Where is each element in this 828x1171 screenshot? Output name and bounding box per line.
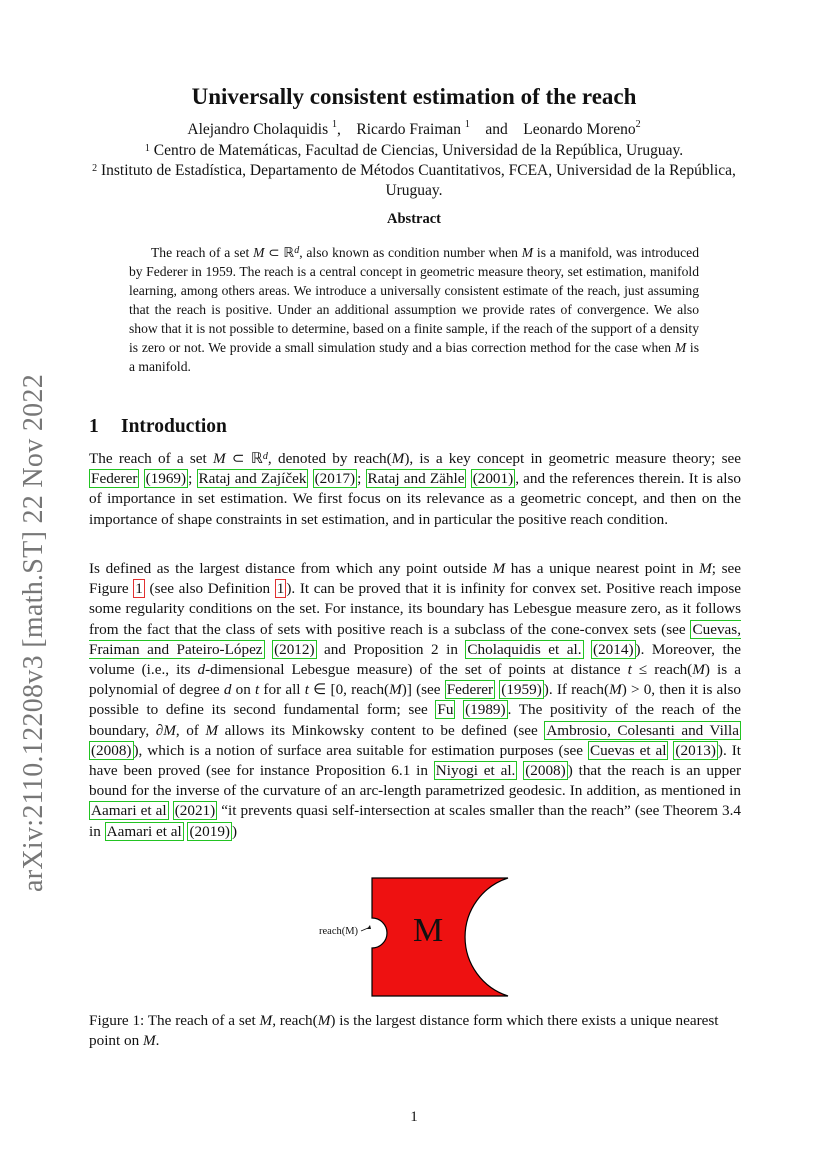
math-symbol: M (391, 450, 405, 467)
citation-link[interactable]: (2019) (189, 822, 230, 840)
citation-link[interactable]: (2014) (593, 640, 634, 658)
paragraph-text: ). Moreover, the volume (i.e., its (89, 640, 741, 679)
paragraph-text: ), is a key concept in geometric measure theory; see (404, 450, 741, 467)
paragraph-text: on (231, 681, 256, 699)
citation-link[interactable]: Rataj and Zähle (367, 470, 465, 488)
figure-caption (89, 1011, 741, 1051)
paragraph-text: ; (357, 470, 366, 488)
math-symbol: d (223, 681, 232, 699)
math-symbol: M (521, 245, 534, 260)
paragraph-text: has a unique nearest point in (505, 560, 700, 577)
paragraph-text: ). It can be proved that it is infinity for convex set. Positive reach impose some regularity conditions on the set. For instance, its boundary has Lebesgue measure zero, as it follows from the fact that the class of sets with positive reach is a subclass of the cone-convex sets (see (89, 580, 741, 638)
affiliation-mark: 2 (635, 119, 641, 130)
abstract-heading: Abstract (387, 211, 441, 227)
paragraph-text: “it prevents quasi self-intersection at scales smaller than the reach” (see Theorem 3.4 in (89, 802, 742, 840)
math-symbol: t (304, 681, 309, 699)
citation-link[interactable]: (1969) (145, 470, 187, 488)
paragraph-text: ) is a polynomial of degree (89, 661, 741, 699)
affiliation-mark: 1 (332, 119, 338, 130)
citation-link[interactable]: Federer (91, 470, 138, 488)
citation-link[interactable]: Niyogi et al. (435, 762, 516, 780)
set-m-label: M (413, 912, 444, 949)
paragraph-text: (see also Definition (144, 580, 275, 598)
math-symbol: ⊂ (264, 245, 284, 260)
affiliations (88, 141, 740, 201)
citation-link[interactable]: (2008) (525, 762, 566, 780)
paragraph-2 (89, 559, 741, 842)
paragraph-text: ), which is a notion of surface area suitable for estimation purposes (see (133, 741, 588, 759)
definition-reference-link[interactable]: 1 (276, 580, 285, 598)
abstract-body (129, 243, 699, 376)
caption-text: , reach( (272, 1012, 318, 1029)
math-symbol: d (294, 245, 300, 256)
paragraph-text: -dimensional Lebesgue measure) of the set of points at distance (205, 661, 628, 679)
paragraph-text: . The positivity of the reach of the boundary, ∂ (89, 701, 742, 739)
abstract-text: , also known as condition number when (299, 245, 522, 260)
abstract-text: is a manifold. (129, 340, 699, 374)
math-symbol: d (262, 451, 268, 462)
author-name: Leonardo Moreno (523, 121, 636, 138)
math-symbol: M (492, 560, 506, 577)
section-heading (89, 416, 227, 438)
figure-reference-link[interactable]: 1 (135, 580, 143, 598)
affiliation-mark: 1 (144, 143, 150, 154)
abstract-text: is a manifold, was introduced by Federer in 1959. The reach is a central concept in geometric measure theory, set estimation, manifold learning, among others areas. We introduce a universally consistent estimate of the reach, just assuming that the reach is positive. Under an additional assumption we provide rates of convergence. We also show that it is not possible to determine, based on a finite sample, if the reach of the support of a density is zero or not. We provide a small simulation study and a bias correction method for the case when (129, 245, 700, 355)
affiliation-mark: 1 (464, 119, 470, 130)
math-symbol: M (609, 681, 622, 699)
page-number: 1 (410, 1109, 418, 1125)
math-symbol: M (259, 1012, 273, 1029)
paragraph-text: ≤ reach( (631, 661, 693, 679)
citation-link[interactable]: (2021) (174, 802, 216, 820)
math-symbol: t (255, 681, 260, 699)
math-symbol: M (253, 245, 265, 260)
reach-label: reach(M) (319, 926, 359, 937)
math-symbol: M (143, 1032, 156, 1050)
math-symbol: M (674, 340, 687, 355)
paragraph-text: , of (175, 721, 206, 739)
paragraph-text: , denoted by reach( (267, 450, 392, 467)
affiliation-2 (88, 161, 740, 201)
affiliation-text: Centro de Matemáticas, Facultad de Ciencias, Universidad de la República, Uruguay. (153, 142, 684, 159)
paragraph-text: ) > 0, then it is also possible to define its second fundamental form; see (89, 681, 742, 719)
citation-link[interactable]: (2001) (472, 470, 514, 488)
reach-pointer-line (361, 928, 368, 931)
citation-link[interactable]: (1959) (501, 681, 542, 699)
citation-link[interactable]: Cholaquidis et al. (467, 640, 582, 658)
paragraph-text: for all (259, 681, 305, 699)
author-name: Ricardo Fraiman (356, 121, 462, 138)
math-symbol: M (699, 560, 712, 577)
paragraph-text: ). It have been proved (see for instance Proposition 6.1 in (89, 741, 742, 780)
paragraph-text: ) (231, 822, 238, 840)
abstract-text: The reach of a set (151, 245, 254, 260)
affiliation-1 (88, 141, 740, 161)
paragraph-text: )] (see (401, 681, 445, 699)
paragraph-text: Is defined as the largest distance from which any point outside (89, 560, 493, 577)
caption-text: Figure 1: The reach of a set (89, 1012, 260, 1029)
citation-link[interactable]: Ambrosio, Colesanti and Villa (546, 721, 739, 739)
math-symbol: t (627, 661, 632, 679)
reach-figure (310, 874, 525, 1002)
paper-title: Universally consistent estimation of the reach (191, 84, 637, 109)
citation-link[interactable]: (2013) (675, 741, 716, 759)
paragraph-text: ; (188, 470, 197, 488)
arxiv-identifier[interactable]: arXiv:2110.12208v3 [math.ST] 22 Nov 2022 (18, 373, 49, 892)
citation-link[interactable]: Cuevas et al (589, 741, 667, 759)
citation-link[interactable]: Federer (446, 681, 494, 699)
citation-link[interactable]: Aamari et al (106, 822, 182, 840)
author-conjunction: and (485, 121, 508, 138)
reach-arrow-icon (367, 925, 371, 929)
caption-text: . (155, 1032, 160, 1050)
paragraph-text: ). If reach( (543, 681, 610, 699)
caption-text: ) is the largest distance form which there exists a unique nearest point on (89, 1012, 719, 1050)
math-symbol: M (213, 450, 226, 467)
author-name: Alejandro Cholaquidis (187, 121, 329, 138)
math-symbol: ⊂ (225, 450, 251, 467)
citation-link[interactable]: Rataj and Zajíček (198, 470, 307, 488)
math-symbol: ℝ (283, 245, 295, 260)
paragraph-text: and Proposition 2 in (316, 640, 466, 658)
math-symbol: M (692, 661, 705, 679)
math-symbol: d (197, 661, 206, 679)
paragraph-text: ) that the reach is an upper bound for the inverse of the curvature of an arc-length parametrized geodesic. In addition, as mentioned in (89, 762, 742, 800)
math-symbol: M (205, 721, 219, 739)
author-list: Alejandro Cholaquidis $^1$, Ricardo Fraiman $^1$ and Leonardo Moreno$^2$ (187, 119, 641, 138)
citation-link[interactable]: (2008) (91, 741, 132, 759)
math-symbol: M (163, 721, 176, 739)
affiliation-text: Instituto de Estadística, Departamento de Métodos Cuantitativos, FCEA, Universidad de la República, Uruguay. (100, 162, 736, 199)
paragraph-1 (89, 449, 741, 530)
paragraph-text: ∈ [0, reach( (308, 681, 390, 699)
citation-link[interactable]: Cuevas, Fraiman and Pateiro-López (89, 620, 741, 658)
math-symbol: M (317, 1012, 331, 1029)
citation-link[interactable]: (1989) (465, 701, 506, 719)
section-title: Introduction (121, 416, 227, 437)
paragraph-text: , and the references therein. It is also of importance in set estimation. We first focus on its relevance as a geometric concept, and then on the importance of shape constraints in set estimation, and in particular the positive reach condition. (89, 470, 742, 528)
math-symbol: M (389, 681, 402, 699)
affiliation-mark: 2 (92, 163, 98, 174)
section-number: 1 (89, 416, 99, 437)
paragraph-text: The reach of a set (89, 450, 213, 467)
math-symbol: ℝ (250, 450, 263, 467)
paragraph-text: ; see Figure (89, 560, 741, 598)
paragraph-text: allows its Minkowsky content to be defined (see (218, 721, 545, 739)
citation-link[interactable]: (2012) (274, 640, 315, 658)
citation-link[interactable]: Aamari et al (91, 802, 167, 820)
citation-link[interactable]: Fu (437, 701, 454, 719)
citation-link[interactable]: (2017) (314, 470, 356, 488)
